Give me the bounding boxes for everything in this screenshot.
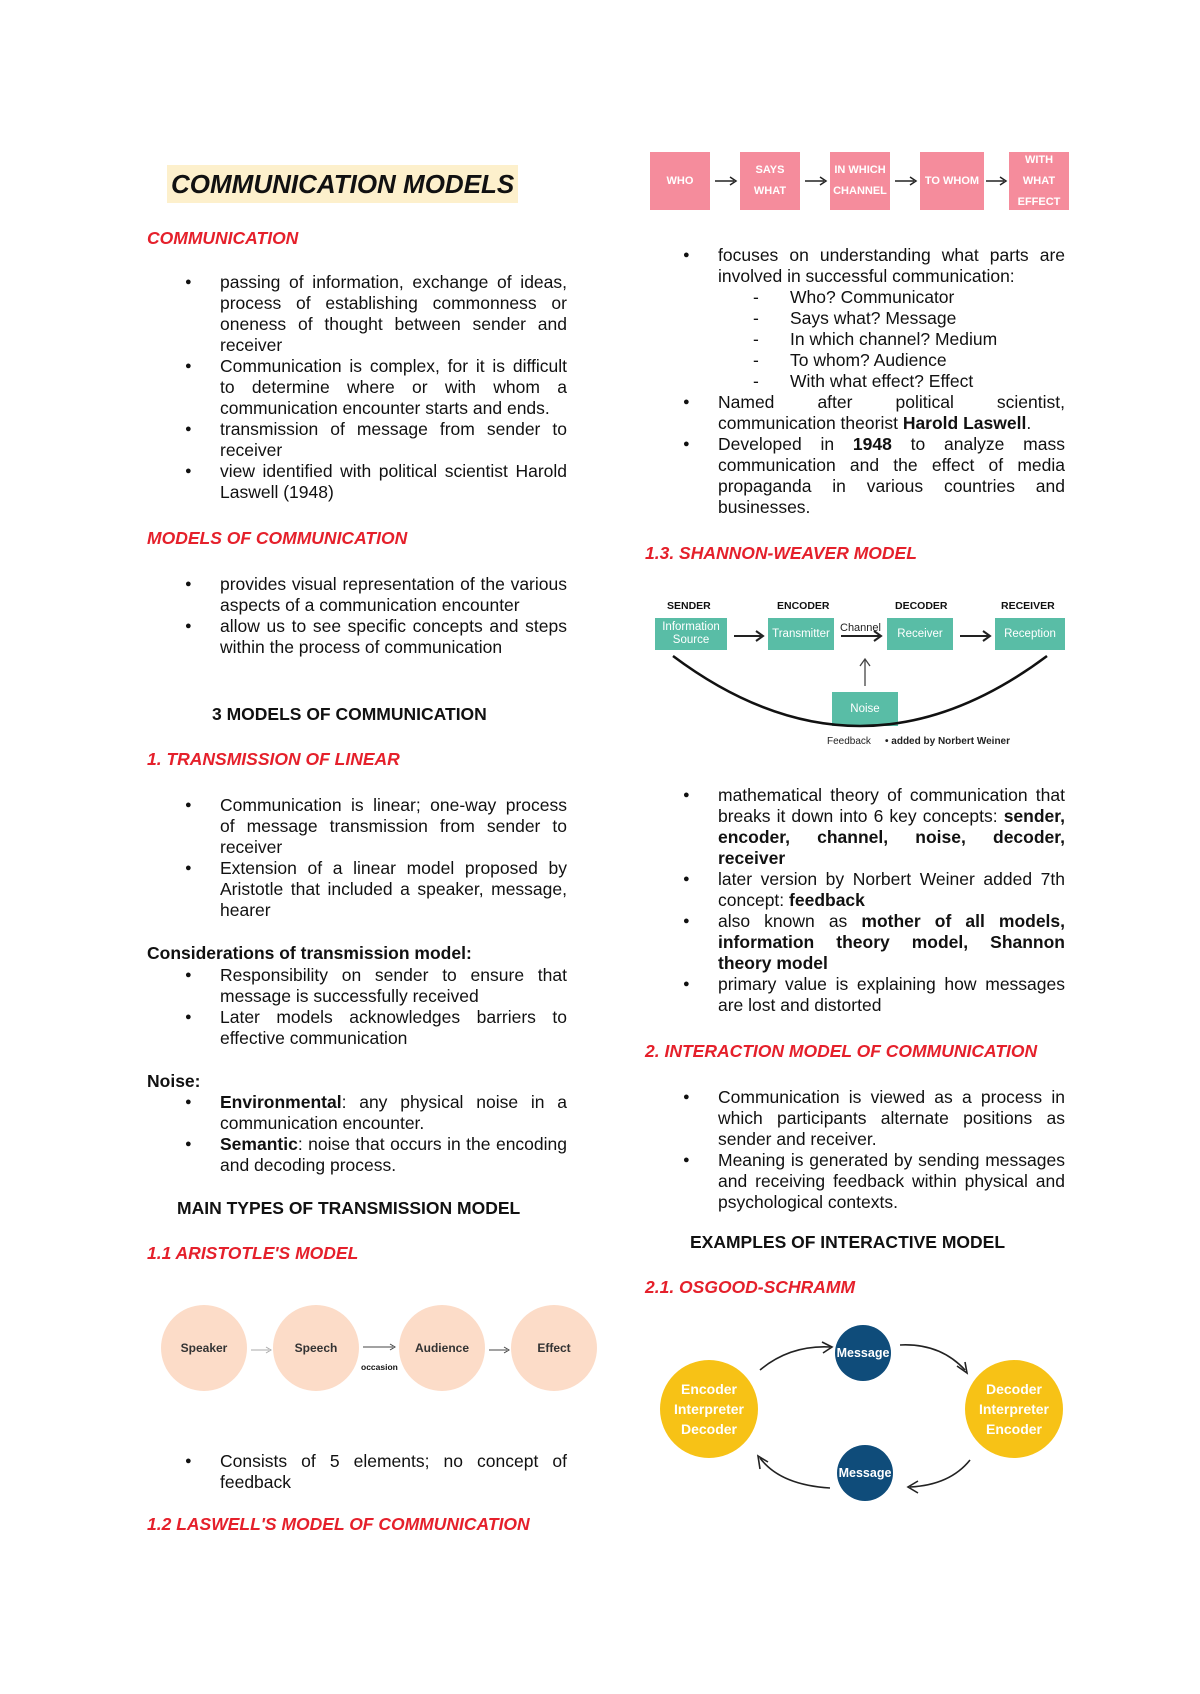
examples-heading: EXAMPLES OF INTERACTIVE MODEL [690, 1232, 1006, 1252]
transmission-heading: 1. TRANSMISSION OF LINEAR [147, 749, 400, 769]
feedback-label: Feedback [827, 731, 871, 752]
noise-heading: Noise: [147, 1071, 201, 1091]
developed-text: Developed in [718, 434, 853, 454]
named-post: . [1026, 413, 1032, 433]
decoder-label: DECODER [895, 600, 948, 612]
laswell-list [645, 245, 1065, 287]
list-item: ● Extension of a linear model proposed by Aristotle that included a speaker, message, hearer [147, 858, 567, 921]
who-box: WHO [650, 152, 710, 210]
models-heading: MODELS OF COMMUNICATION [147, 528, 408, 548]
list-item: ● Responsibility on sender to ensure that message is successfully received [147, 965, 567, 1007]
list-item: ● Consists of 5 elements; no concept of feedback [147, 1451, 567, 1493]
laswell-arrows [650, 152, 1070, 212]
laswell-list-2 [645, 392, 1065, 518]
speaker-circle: Speaker [161, 1305, 247, 1391]
b2-text: later version by Norbert Weiner added 7th concept: [718, 869, 1065, 910]
receiver-label: RECEIVER [1001, 600, 1055, 612]
transmission-list [147, 795, 567, 921]
occasion-label: occasion [361, 1362, 398, 1372]
list-item [645, 911, 1065, 974]
aristotle-heading: 1.1 ARISTOTLE'S MODEL [147, 1243, 359, 1263]
noise-text: : any physical noise in a communication encounter. [220, 1092, 567, 1133]
communication-list [147, 272, 567, 503]
considerations-heading: Considerations of transmission model: [147, 943, 472, 963]
b3-bold: mother of all models, information theory model, Shannon theory model [718, 911, 1066, 973]
effect-circle: Effect [511, 1305, 597, 1391]
shannon-arrows [655, 596, 1065, 746]
interaction-list [645, 1087, 1065, 1213]
reception-box: Reception [995, 618, 1065, 650]
noise-box: Noise [832, 692, 898, 726]
list-item: ● allow us to see specific concepts and steps within the process of communication [147, 616, 567, 658]
named-bold: Harold Laswell [902, 413, 1027, 433]
list-item: ● view identified with political scientist Harold Laswell (1948) [147, 461, 567, 503]
message-top-circle: Message [835, 1325, 891, 1381]
sender-label: SENDER [667, 600, 711, 612]
list-item: ● Communication is complex, for it is difficult to determine where or with whom a communication encounter starts and ends. [147, 356, 567, 419]
communication-heading: COMMUNICATION [147, 228, 299, 248]
aristotle-arrows [161, 1305, 611, 1397]
noise-term: Semantic [220, 1134, 298, 1154]
shannon-list [645, 785, 1065, 1016]
dash-item: - With what effect? Effect [645, 371, 1065, 392]
added-note: • added by Norbert Weiner [885, 736, 1011, 747]
list-item [147, 1134, 567, 1176]
to-whom-box: TO WHOM [920, 152, 984, 210]
list-item: ● transmission of message from sender to receiver [147, 419, 567, 461]
interaction-heading: 2. INTERACTION MODEL OF COMMUNICATION [645, 1041, 1038, 1061]
noise-text: : noise that occurs in the encoding and decoding process. [220, 1134, 567, 1175]
list-item [645, 785, 1065, 869]
osgood-heading: 2.1. OSGOOD-SCHRAMM [645, 1277, 856, 1297]
developed-post: to analyze mass communication and the effect of media propaganda in various countries and businesses. [718, 434, 1065, 517]
three-models-heading: 3 MODELS OF COMMUNICATION [212, 704, 487, 724]
receiver-box: Receiver [887, 618, 953, 650]
list-item: ● passing of information, exchange of ideas, process of establishing commonness or oneness of thought between sender and receiver [147, 272, 567, 356]
which-channel-box: IN WHICH CHANNEL [830, 152, 890, 210]
dash-item: - Says what? Message [645, 308, 1065, 329]
list-item [645, 869, 1065, 911]
aristotle-list [147, 1451, 567, 1493]
list-item: ● Later models acknowledges barriers to effective communication [147, 1007, 567, 1049]
list-item: ● provides visual representation of the various aspects of a communication encounter [147, 574, 567, 616]
page-title: COMMUNICATION MODELS [167, 165, 518, 203]
laswell-heading: 1.2 LASWELL'S MODEL OF COMMUNICATION [147, 1514, 530, 1534]
channel-label: Channel [840, 622, 881, 634]
audience-circle: Audience [399, 1305, 485, 1391]
dash-item: - In which channel? Medium [645, 329, 1065, 350]
b1-bold: sender, encoder, channel, noise, decoder, receiver [718, 806, 1065, 868]
list-item: ● primary value is explaining how messages are lost and distorted [645, 974, 1065, 1016]
b1-text: mathematical theory of communication that breaks it down into 6 key concepts: [718, 785, 1065, 826]
main-types-heading: MAIN TYPES OF TRANSMISSION MODEL [177, 1198, 521, 1218]
list-item [645, 434, 1065, 518]
information-source-box: Information Source [655, 618, 727, 650]
says-what-box: SAYS WHAT [740, 152, 800, 210]
b2-bold: feedback [789, 890, 865, 910]
considerations-list [147, 965, 567, 1049]
list-item: ● Meaning is generated by sending messages and receiving feedback within physical and psychological contexts. [645, 1150, 1065, 1213]
laswell-diagram [650, 152, 1070, 212]
shannon-heading: 1.3. SHANNON-WEAVER MODEL [645, 543, 917, 563]
list-item: ● Communication is linear; one-way process of message transmission from sender to receiver [147, 795, 567, 858]
list-item [147, 1092, 567, 1134]
noise-list [147, 1092, 567, 1176]
speech-circle: Speech [273, 1305, 359, 1391]
message-bottom-circle: Message [837, 1445, 893, 1501]
shannon-diagram [655, 596, 1065, 746]
with-what-effect-box: WITH WHAT EFFECT [1009, 152, 1069, 210]
noise-term: Environmental [220, 1092, 342, 1112]
dash-item: - Who? Communicator [645, 287, 1065, 308]
osgood-diagram [660, 1325, 1070, 1505]
encoder-interpreter-decoder-circle: Encoder Interpreter Decoder [660, 1360, 758, 1458]
aristotle-diagram [161, 1305, 611, 1397]
developed-bold: 1948 [852, 434, 892, 454]
list-item: ● Communication is viewed as a process in which participants alternate positions as sender and receiver. [645, 1087, 1065, 1150]
models-list [147, 574, 567, 658]
list-item: ● focuses on understanding what parts are involved in successful communication: [645, 245, 1065, 287]
encoder-label: ENCODER [777, 600, 830, 612]
decoder-interpreter-encoder-circle: Decoder Interpreter Encoder [965, 1360, 1063, 1458]
named-text: Named after political scientist, communication theorist [718, 392, 1065, 433]
laswell-dash-list [645, 287, 1065, 392]
list-item [645, 392, 1065, 434]
transmitter-box: Transmitter [768, 618, 834, 650]
dash-item: - To whom? Audience [645, 350, 1065, 371]
b3-text: also known as [718, 911, 862, 931]
